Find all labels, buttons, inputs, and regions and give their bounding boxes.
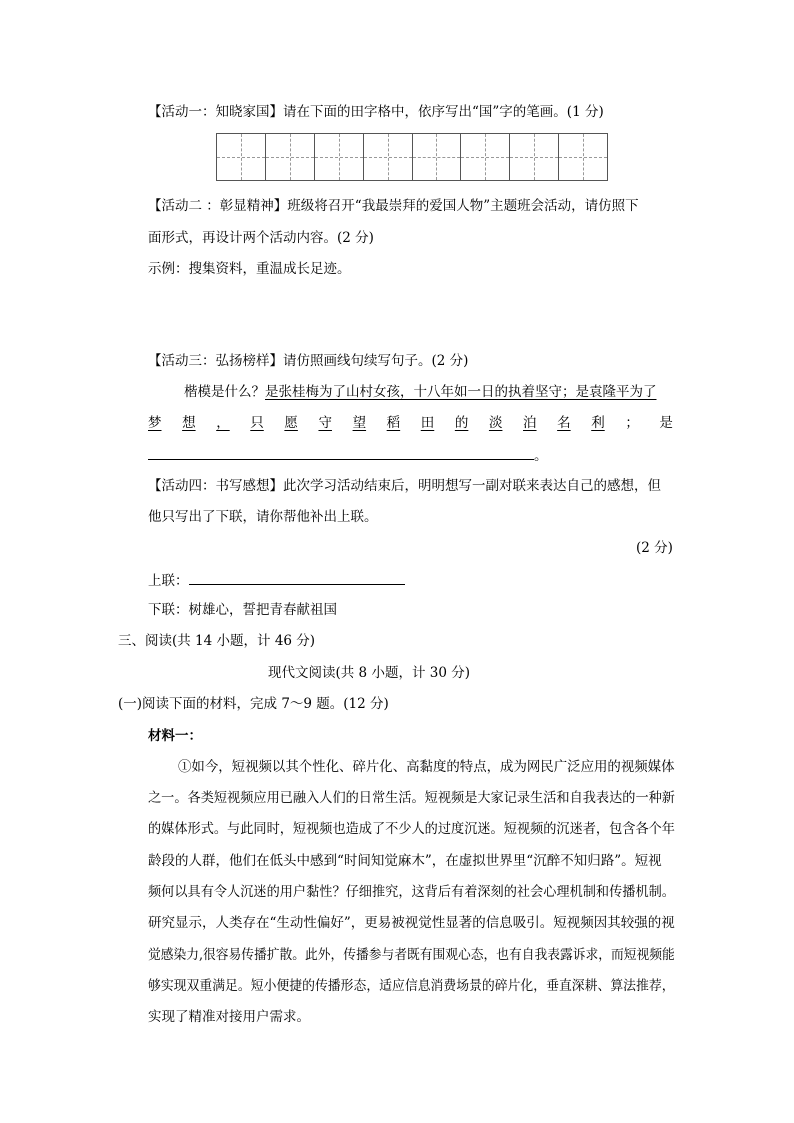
paragraph-line: 觉感染力,很容易传播扩散。此外，传播参与者既有围观心态，也有自我表露诉求，而短视频能 <box>148 947 675 963</box>
char: 淡 <box>488 415 503 431</box>
char: 利 <box>591 415 605 431</box>
paragraph-line: 够实现双重满足。短小便捷的传播形态，适应信息消费场景的碎片化，垂直深耕、算法推荐， <box>148 978 675 994</box>
upper-couplet-blank[interactable] <box>189 570 405 585</box>
section3-subheading: 现代文阅读(共 8 小题，计 30 分) <box>268 665 470 681</box>
char: 守 <box>318 415 332 431</box>
material-title: 材料一： <box>148 728 202 744</box>
activity1-text: 请在下面的田字格中，依序写出“国”字的笔画。(1 分) <box>283 104 604 120</box>
char: 是 <box>659 415 673 431</box>
lower-couplet: 下联：树雄心，誓把青春献祖国 <box>148 602 337 618</box>
activity3-answer-blank[interactable] <box>148 445 534 460</box>
char: 梦 <box>148 415 162 431</box>
grid-cell[interactable] <box>413 134 462 180</box>
activity3-label: 【活动三：弘扬榜样】 <box>148 353 283 369</box>
activity4-text-1: 此次学习活动结束后，明明想写一副对联来表达自己的感想，但 <box>283 478 661 494</box>
char: 愿 <box>284 415 298 431</box>
char: 稻 <box>386 415 401 431</box>
activity3-answer-line <box>148 445 548 465</box>
activity2-example: 示例：搜集资料，重温成长足迹。 <box>148 261 351 277</box>
section3-heading: 三、阅读(共 14 小题，计 46 分) <box>118 633 316 649</box>
activity4-line1 <box>148 477 661 495</box>
activity4-score: (2 分) <box>636 540 673 556</box>
paragraph-line: 龄段的人群，他们在低头中感到“时间知觉麻木”，在虚拟世界里“沉醉不知归路”。短视 <box>148 853 662 869</box>
char: 的 <box>454 415 469 431</box>
activity4-label: 【活动四：书写感想】 <box>148 478 283 494</box>
activity3-sentence-1 <box>184 383 657 401</box>
grid-cell[interactable] <box>364 134 413 180</box>
char: 名 <box>557 415 571 431</box>
paragraph-line: ①如今，短视频以其个性化、碎片化、高黏度的特点，成为网民广泛应用的视频媒体 <box>178 759 675 775</box>
part1-instruction: (一)阅读下面的材料，完成 7～9 题。(12 分) <box>118 696 389 712</box>
activity3-sentence-2 <box>148 414 673 432</box>
char: 只 <box>250 415 264 431</box>
activity3-plain: 楷模是什么？ <box>184 384 265 400</box>
activity2-line1 <box>148 197 639 215</box>
semicolon: ； <box>625 415 639 431</box>
grid-cell[interactable] <box>266 134 315 180</box>
grid-cell[interactable] <box>510 134 559 180</box>
char: 泊 <box>523 415 537 431</box>
activity3-line <box>148 352 468 370</box>
activity3-underlined-1: 是张桂梅为了山村女孩，十八年如一日的执着坚守；是袁隆平为了 <box>265 384 657 400</box>
activity2-label: 【活动二 ：彰显精神】 <box>148 198 288 214</box>
activity1-label: 【活动一：知晓家国】 <box>148 104 283 120</box>
activity2-text-1: 班级将召开“我最崇拜的爱国人物”主题班会活动，请仿照下 <box>287 198 639 214</box>
grid-cell[interactable] <box>217 134 266 180</box>
char: ， <box>216 415 230 431</box>
period: 。 <box>534 448 548 464</box>
activity4-line2: 他只写出了下联，请你帮他补出上联。 <box>148 509 378 525</box>
paragraph-line: 频何以具有令人沉迷的用户黏性？仔细推究，这背后有着深刻的社会心理机制和传播机制。 <box>148 884 675 900</box>
tianzige-grid[interactable] <box>216 133 608 181</box>
char: 望 <box>352 415 367 431</box>
char: 田 <box>420 415 435 431</box>
activity1-line <box>148 103 604 121</box>
grid-cell[interactable] <box>559 134 607 180</box>
grid-cell[interactable] <box>461 134 510 180</box>
upper-couplet-label: 上联： <box>148 573 189 589</box>
paragraph-line: 研究显示，人类存在“生动性偏好”，更易被视觉性显著的信息吸引。短视频因其较强的视 <box>148 915 675 931</box>
paragraph-line: 的媒体形式。与此同时，短视频也造成了不少人的过度沉迷。短视频的沉迷者，包含各个年 <box>148 821 675 837</box>
paragraph-line: 实现了精准对接用户需求。 <box>148 1009 310 1025</box>
char: 想 <box>182 415 196 431</box>
paragraph-line: 之一。各类短视频应用已融入人们的日常生活。短视频是大家记录生活和自我表达的一种新 <box>148 790 675 806</box>
upper-couplet-line <box>148 570 405 590</box>
grid-cell[interactable] <box>315 134 364 180</box>
activity3-text: 请仿照画线句续写句子。(2 分) <box>283 353 469 369</box>
activity2-line2: 面形式，再设计两个活动内容。(2 分) <box>148 230 374 246</box>
